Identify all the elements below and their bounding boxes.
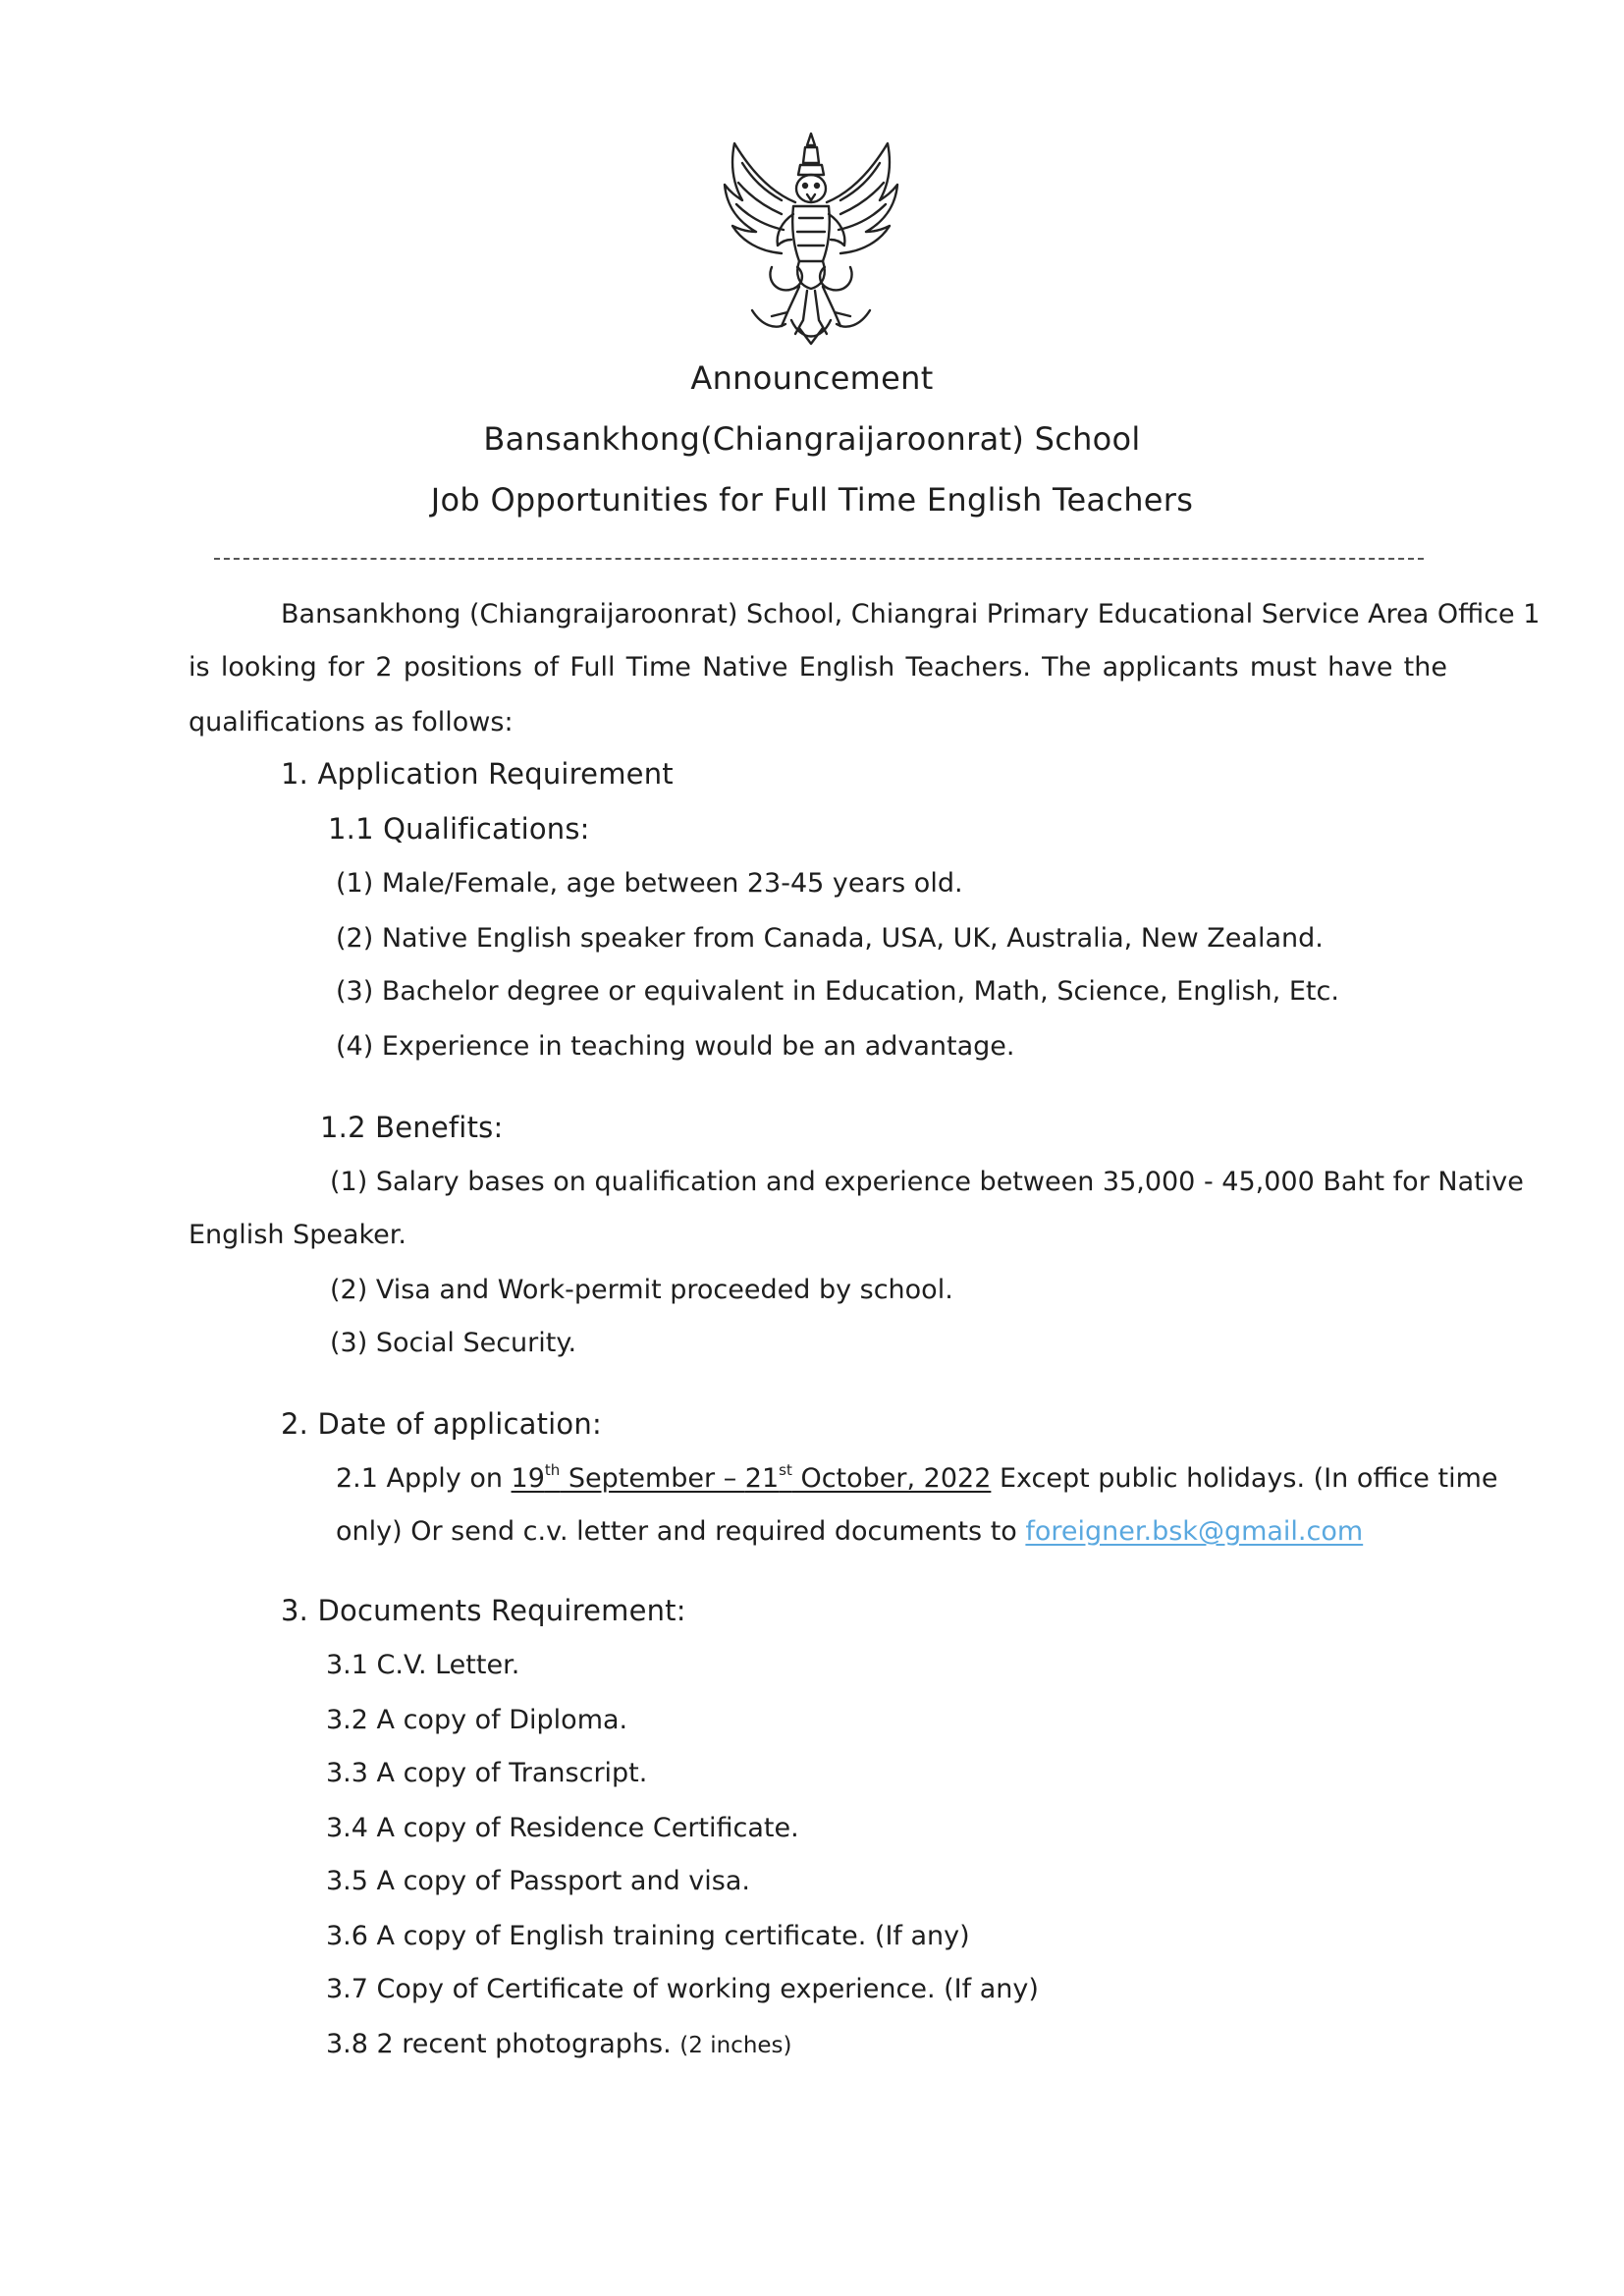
document-item: 3.7 Copy of Certificate of working experience. (If any) [326, 1974, 1039, 2004]
application-date-line [336, 1461, 1498, 1494]
document-item: 3.2 A copy of Diploma. [326, 1705, 628, 1735]
announcement-title: Announcement [690, 359, 934, 397]
dashed-divider [214, 558, 1424, 560]
send-documents-text: only) Or send c.v. letter and required documents to [336, 1516, 1026, 1547]
qualification-item: (2) Native English speaker from Canada, USA, UK, Australia, New Zealand. [336, 923, 1324, 954]
apply-prefix: 2.1 Apply on [336, 1463, 512, 1494]
section-3-heading: 3. Documents Requirement: [281, 1594, 686, 1627]
intro-line-1: Bansankhong (Chiangraijaroonrat) School, Chiangrai Primary Educational Service Area Office 1 [281, 599, 1541, 629]
end-month-year: October, 2022 [791, 1463, 992, 1494]
document-item: 3.6 A copy of English training certificate. (If any) [326, 1921, 970, 1951]
photo-size-note: (2 inches) [679, 2033, 792, 2058]
benefit-item-1: (1) Salary bases on qualification and experience between 35,000 - 45,000 Baht for Native [330, 1167, 1524, 1197]
send-documents-line [336, 1518, 1363, 1545]
document-item: 3.1 C.V. Letter. [326, 1650, 520, 1680]
page-subtitle: Job Opportunities for Full Time English Teachers [430, 481, 1194, 519]
benefits-heading: 1.2 Benefits: [320, 1111, 504, 1144]
document-item: 3.4 A copy of Residence Certificate. [326, 1813, 799, 1843]
qualification-item: (3) Bachelor degree or equivalent in Education, Math, Science, English, Etc. [336, 976, 1339, 1007]
garuda-emblem-icon [713, 124, 909, 348]
end-day-suffix: st [779, 1461, 792, 1479]
document-item: 3.5 A copy of Passport and visa. [326, 1866, 750, 1896]
end-day: 21 [744, 1463, 780, 1494]
intro-line-2: is looking for 2 positions of Full Time Native English Teachers. The applicants must have the [189, 652, 1447, 683]
section-2-heading: 2. Date of application: [281, 1407, 602, 1441]
apply-suffix: Except public holidays. (In office time [991, 1463, 1498, 1494]
document-item-8-text: 3.8 2 recent photographs. [326, 2029, 672, 2059]
school-name: Bansankhong(Chiangraijaroonrat) School [483, 420, 1141, 458]
start-month: September – [560, 1463, 745, 1494]
document-item: 3.3 A copy of Transcript. [326, 1758, 648, 1788]
qualification-item: (1) Male/Female, age between 23-45 years old. [336, 868, 963, 899]
document-item-8 [326, 2031, 792, 2057]
start-day-suffix: th [544, 1461, 561, 1479]
benefit-item-1-continued: English Speaker. [189, 1220, 406, 1250]
qualifications-heading: 1.1 Qualifications: [328, 812, 590, 846]
email-link[interactable]: foreigner.bsk@gmail.com [1025, 1516, 1364, 1547]
section-1-heading: 1. Application Requirement [281, 757, 674, 791]
benefit-item-3: (3) Social Security. [330, 1328, 577, 1358]
start-day: 19 [511, 1463, 545, 1494]
qualification-item: (4) Experience in teaching would be an advantage. [336, 1031, 1015, 1062]
benefit-item-2: (2) Visa and Work-permit proceeded by school. [330, 1275, 953, 1305]
application-period [512, 1463, 992, 1494]
intro-line-3: qualifications as follows: [189, 707, 514, 738]
